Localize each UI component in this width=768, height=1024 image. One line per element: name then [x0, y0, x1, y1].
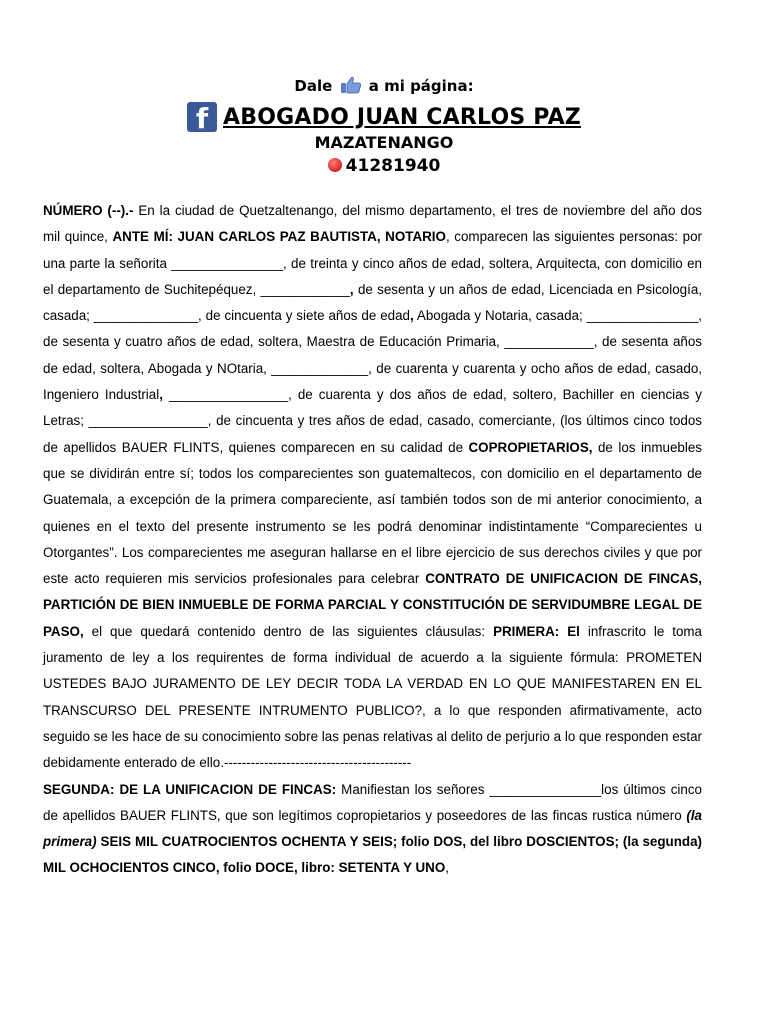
- text-segment: infrascrito le toma juramento de ley a los requirentes de forma individual de acuerdo a la siguiente fórmula: PROMETEN USTEDES BAJO JURAMENTO DE LEY DECIR TODA LA VERDAD EN LO QUE MANIFESTAREN EN EL TRANSCURSO DEL PRESENTE INTRUMENTO PUBLICO?, a lo que responden afirmativamente, acto seguido se les hace de su conocimiento sobre las penas relativas al delito de perjurio a lo que responden estar debidamente enterado de ello.------------------------------------------: [43, 623, 702, 771]
- text-segment: PRIMERA: El: [493, 623, 580, 639]
- phone-icon: [328, 158, 342, 172]
- text-segment: SEIS MIL CUATROCIENTOS OCHENTA Y SEIS; folio DOS, del libro DOSCIENTOS; (la segunda) MIL OCHOCIENTOS CINCO, folio DOCE, libro: SETENTA Y UNO: [43, 834, 702, 876]
- page-label: a mi página:: [368, 77, 474, 95]
- text-segment: NÚMERO (--).-: [43, 203, 134, 218]
- text-segment: ________________, de cuarenta y dos años de edad, soltero, Bachiller en ciencias y Letras; ________________, de cincuenta y tres años de edad, casado, comerciante, (los últimos cinco todos de apellidos BAUER FLINTS, quienes comparecen en su calidad de: [43, 387, 702, 455]
- text-segment: ,: [445, 860, 449, 876]
- like-promo-line: [0, 76, 768, 95]
- document-body: [43, 198, 702, 882]
- text-segment: ,: [349, 281, 354, 297]
- paragraph-first: [43, 198, 702, 777]
- text-segment: de sesenta y un años de edad, Licenciada en Psicología, casada; ______________, de cincuenta y siete años de edad: [43, 281, 702, 324]
- phone-line: [0, 156, 768, 176]
- text-segment: CONTRATO DE UNIFICACION DE FINCAS, PARTICIÓN DE BIEN INMUEBLE DE FORMA PARCIAL Y CONSTITUCIÓN DE SERVIDUMBRE LEGAL DE PASO,: [43, 571, 703, 639]
- text-segment: ,: [410, 308, 414, 324]
- facebook-icon[interactable]: f: [187, 102, 217, 132]
- thumb-up-icon: [340, 76, 362, 94]
- text-segment: ANTE MÍ: JUAN CARLOS PAZ BAUTISTA, NOTARIO: [112, 229, 446, 245]
- dale-label: Dale: [294, 77, 333, 95]
- text-segment: Abogada y Notaria, casada; _______________, de sesenta y cuatro años de edad, soltera, Maestra de Educación Primaria, ____________, de sesenta años de edad, soltera, Abogada y NOtaria, _____________, de cuarenta y cuarenta y ocho años de edad, casado, Ingeniero Industrial: [43, 308, 703, 403]
- lawyer-title-row: [0, 102, 768, 132]
- text-segment: SEGUNDA: DE LA UNIFICACION DE FINCAS:: [43, 781, 337, 797]
- text-segment: ,: [159, 387, 163, 403]
- text-segment: En la ciudad de Quetzaltenango, del mismo departamento, el tres de noviembre del año dos mil quince,: [43, 203, 703, 245]
- text-segment: (la primera): [43, 807, 702, 850]
- text-segment: Manifiestan los señores _______________los últimos cinco de apellidos BAUER FLINTS, que son legítimos copropietarios y poseedores de las fincas rustica número: [43, 781, 703, 823]
- phone-number: 41281940: [345, 156, 441, 176]
- text-segment: , comparecen las siguientes personas: por una parte la señorita _______________, de treinta y cinco años de edad, soltera, Arquitecta, con domicilio en el departamento de Suchitepéquez, ____________: [43, 229, 702, 297]
- paragraph-segunda: [43, 777, 702, 882]
- lawyer-name: ABOGADO JUAN CARLOS PAZ: [223, 104, 581, 130]
- text-segment: el que quedará contenido dentro de las siguientes cláusulas:: [83, 623, 494, 639]
- text-segment: COPROPIETARIOS,: [468, 439, 593, 455]
- text-segment: de los inmuebles que se dividirán entre sí; todos los comparecientes son guatemaltecos, con domicilio en el departamento de Guatemala, a excepción de la primera compareciente, así también todos son de mi anterior conocimiento, a quienes en el texto del presente instrumento se les podrá denominar indistintamente “Comparecientes u Otorgantes”. Los comparecientes me aseguran hallarse en el libre ejercicio de sus derechos civiles y que por este acto requieren mis servicios profesionales para celebrar: [43, 439, 702, 587]
- city-name: MAZATENANGO: [314, 133, 454, 152]
